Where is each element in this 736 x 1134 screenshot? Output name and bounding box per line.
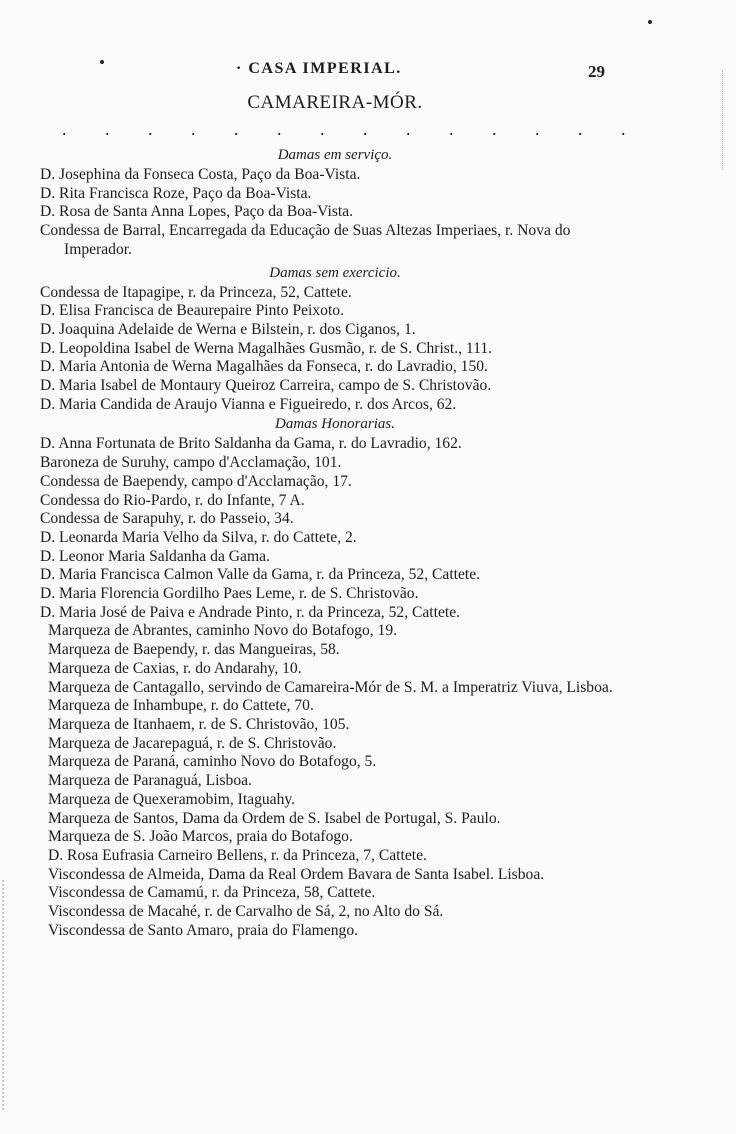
- entry: D. Maria Isabel de Montaury Queiroz Carreira, campo de S. Christovão.: [40, 377, 492, 395]
- running-head: · CASA IMPERIAL.: [236, 60, 402, 77]
- section-title: CAMAREIRA-MÓR.: [247, 92, 423, 113]
- entry: D. Elisa Francisca de Beaurepaire Pinto Peixoto.: [40, 302, 344, 320]
- entry: D. Rosa Eufrasia Carneiro Bellens, r. da Princeza, 7, Cattete.: [48, 846, 427, 864]
- entry: Marqueza de S. João Marcos, praia do Botafogo.: [48, 828, 353, 846]
- ink-speck: [100, 60, 104, 64]
- entry: D. Rita Francisca Roze, Paço da Boa-Vista.: [40, 184, 312, 202]
- page-header: [0, 60, 736, 84]
- page-number: 29: [588, 62, 605, 81]
- entry: Marqueza de Paraná, caminho Novo do Botafogo, 5.: [48, 753, 377, 771]
- entry: Marqueza de Cantagallo, servindo de Camareira-Mór de S. M. a Imperatriz Viuva, Lisboa.: [48, 678, 613, 696]
- group-heading: Damas Honorarias.: [274, 416, 395, 433]
- entry: D. Maria Francisca Calmon Valle da Gama, r. da Princeza, 52, Cattete.: [40, 566, 481, 584]
- entries-column: [40, 145, 620, 940]
- entry: Marqueza de Inhambupe, r. do Cattete, 70.: [48, 697, 314, 715]
- entry: Marqueza de Jacarepaguá, r. de S. Christovão.: [48, 734, 337, 752]
- group-heading: Damas sem exercicio.: [269, 264, 401, 281]
- entry: Marqueza de Paranaguá, Lisboa.: [48, 772, 252, 790]
- entry: D. Joaquina Adelaide de Werna e Bilstein, r. dos Ciganos, 1.: [40, 320, 416, 338]
- entry: Marqueza de Quexeramobim, Itaguahy.: [48, 790, 296, 808]
- entry: D. Leopoldina Isabel de Werna Magalhães Gusmão, r. de S. Christ., 111.: [40, 339, 493, 357]
- entry: Viscondessa de Santo Amaro, praia do Flamengo.: [48, 921, 359, 939]
- entry: Marqueza de Santos, Dama da Ordem de S. Isabel de Portugal, S. Paulo.: [48, 809, 501, 827]
- entry: Condessa de Itapagipe, r. da Princeza, 52, Cattete.: [40, 283, 352, 301]
- entry: D. Maria Candida de Araujo Vianna e Figueiredo, r. dos Arcos, 62.: [40, 395, 457, 413]
- entry: Viscondessa de Camamú, r. da Princeza, 58, Cattete.: [48, 884, 376, 902]
- entry: Viscondessa de Almeida, Dama da Real Ordem Bavara de Santa Isabel. Lisboa.: [48, 865, 545, 883]
- entry: D. Maria Florencia Gordilho Paes Leme, r. de S. Christovão.: [40, 585, 419, 603]
- margin-rule: [722, 70, 724, 170]
- ink-speck: [648, 20, 652, 24]
- entry: D. Maria José de Paiva e Andrade Pinto, r. da Princeza, 52, Cattete.: [40, 603, 461, 621]
- group-heading: Damas em serviço.: [277, 147, 393, 163]
- entry: Marqueza de Baependy, r. das Mangueiras, 58.: [48, 641, 340, 659]
- edge-stain: [2, 880, 9, 1110]
- entry: Baroneza de Suruhy, campo d'Acclamação, 101.: [40, 454, 342, 472]
- dotted-divider: . . . . . . . . . . . . . .: [62, 119, 643, 139]
- entry: Condessa de Baependy, campo d'Acclamação, 17.: [40, 472, 352, 490]
- entry: D. Rosa de Santa Anna Lopes, Paço da Boa-Vista.: [40, 203, 354, 221]
- entry: Condessa do Rio-Pardo, r. do Infante, 7 A.: [40, 491, 305, 509]
- entry: Viscondessa de Macahé, r. de Carvalho de Sá, 2, no Alto do Sá.: [48, 903, 444, 921]
- entry: Marqueza de Itanhaem, r. de S. Christovão, 105.: [48, 715, 350, 733]
- entry: Condessa de Sarapuhy, r. do Passeio, 34.: [40, 510, 294, 528]
- entry: D. Maria Antonia de Werna Magalhães da Fonseca, r. do Lavradio, 150.: [40, 358, 488, 376]
- entry: D. Josephina da Fonseca Costa, Paço da Boa-Vista.: [40, 166, 361, 183]
- entry: D. Anna Fortunata de Brito Saldanha da Gama, r. do Lavradio, 162.: [40, 435, 462, 453]
- entry: D. Leonarda Maria Velho da Silva, r. do Cattete, 2.: [40, 528, 357, 546]
- entry: Marqueza de Abrantes, caminho Novo do Botafogo, 19.: [48, 622, 398, 640]
- entry: Condessa de Barral, Encarregada da Educação de Suas Altezas Imperiaes, r. Nova do Imperador.: [40, 222, 571, 258]
- entry: Marqueza de Caxias, r. do Andarahy, 10.: [48, 659, 302, 677]
- entry: D. Leonor Maria Saldanha da Gama.: [40, 547, 270, 565]
